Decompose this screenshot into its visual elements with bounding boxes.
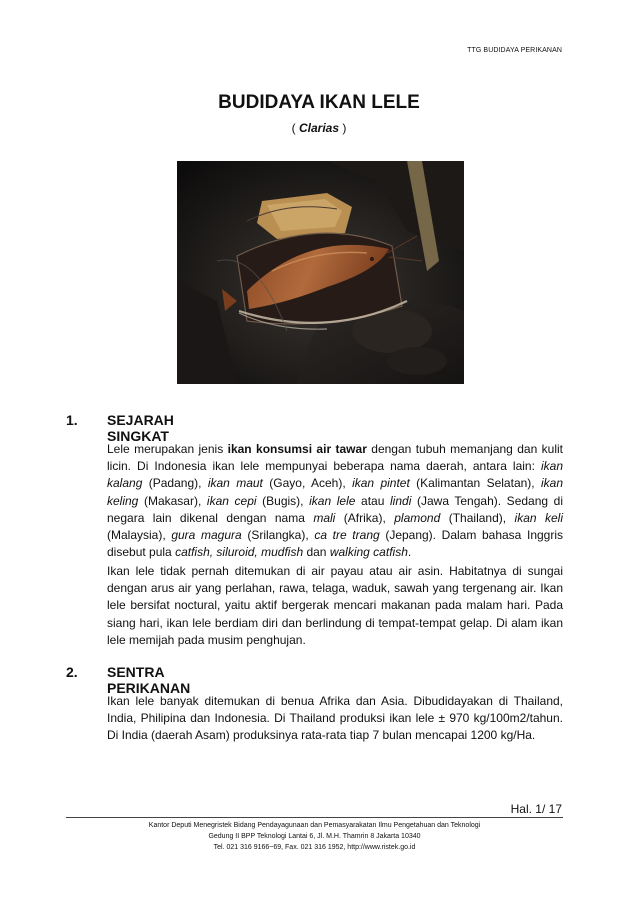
text-run: (Jawa Tengah). Sedang di negara lain dikenal dengan nama (107, 493, 564, 525)
local-name-term: ikan kalang (107, 459, 563, 491)
text-run: (Afrika), (335, 510, 395, 525)
footer-line-2: Gedung II BPP Teknologi Lantai 6, Jl. M.H. Thamrin 8 Jakarta 10340 (208, 833, 421, 840)
text-run: (Makasar), (138, 493, 207, 508)
emphasis-term: ikan konsumsi air tawar (227, 442, 367, 456)
local-name-term: ikan cepi (206, 493, 257, 508)
page-title: BUDIDAYA IKAN LELE (218, 92, 420, 113)
footer-line-3: Tel. 021 316 9166~69, Fax. 021 316 1952, http://www.ristek.go.id (213, 844, 416, 851)
header-label: TTG BUDIDAYA PERIKANAN (467, 47, 562, 54)
section-2-number: 2. (66, 664, 78, 680)
footer-line-1: Kantor Deputi Menegristek Bidang Pendayagunaan dan Pemasyarakatan Ilmu Pengetahuan dan Teknologi (148, 822, 481, 829)
text-run: (Gayo, Aceh), (262, 476, 353, 491)
species-name: Clarias (298, 121, 340, 135)
section-1-paragraph-2: Ikan lele tidak pernah ditemukan di air payau atau air asin. Habitatnya di sungai dengan arus air yang perlahan, rawa, telaga, waduk, sawah yang tergenang air. Ikan lele bersifat noctural, yaitu aktif bergerak mencari makanan pada malam hari. Pada siang hari, ikan lele berdiam diri dan berlindung di tempat-tempat gelap. Di alam ikan lele memijah pada musim penghujan. (107, 564, 563, 647)
text-run: (Bugis), (256, 493, 310, 508)
footer-divider (66, 817, 563, 818)
text-run: (Kalimantan Selatan), (409, 476, 541, 491)
section-2-title: SENTRA PERIKANAN (107, 664, 191, 696)
local-name-term: ikan keli (514, 510, 563, 525)
local-name-term: catfish, siluroid, mudfish (175, 545, 304, 560)
section-2-paragraph-1: Ikan lele banyak ditemukan di benua Afrika dan Asia. Dibudidayakan di Thailand, India, Philipina dan Indonesia. Di Thailand produksi ikan lele ± 970 kg/100m2/tahun. Di India (daerah Asam) produksinya rata-rata tiap 7 bulan mencapai 1200 kg/Ha. (107, 694, 563, 743)
local-name-term: ikan lele (309, 493, 356, 508)
catfish-photo (177, 161, 464, 384)
local-name-term: ikan pintet (352, 476, 410, 491)
local-name-term: ca tre trang (314, 528, 380, 543)
section-1-paragraph-1 (107, 441, 563, 561)
text-run: Lele merupakan jenis (107, 442, 228, 456)
text-run: atau (355, 493, 391, 508)
section-1-title: SEJARAH SINGKAT (107, 412, 174, 444)
text-run: (Thailand), (440, 510, 515, 525)
local-name-term: lindi (390, 493, 412, 508)
local-name-term: ikan maut (207, 476, 263, 491)
text-run: dengan tubuh memanjang dan kulit licin. Di Indonesia ikan lele mempunyai beberapa nama daerah, antara lain: (107, 442, 564, 474)
local-name-term: ikan keling (107, 476, 564, 508)
text-run: dan (303, 545, 330, 560)
text-run: (Malaysia), (107, 528, 172, 543)
local-name-term: mali (313, 510, 336, 525)
local-name-term: walking catfish (329, 545, 408, 560)
text-run: (Padang), (142, 476, 208, 491)
section-1-number: 1. (66, 412, 78, 428)
local-name-term: gura magura (171, 528, 242, 543)
text-run: . (407, 545, 412, 560)
local-name-term: plamond (394, 510, 441, 525)
text-run: (Jepang). Dalam bahasa Inggris disebut pula (107, 528, 564, 560)
page-subtitle: ( Clarias ) (291, 121, 347, 135)
page-number: Hal. 1/ 17 (510, 802, 562, 816)
text-run: (Srilangka), (241, 528, 315, 543)
